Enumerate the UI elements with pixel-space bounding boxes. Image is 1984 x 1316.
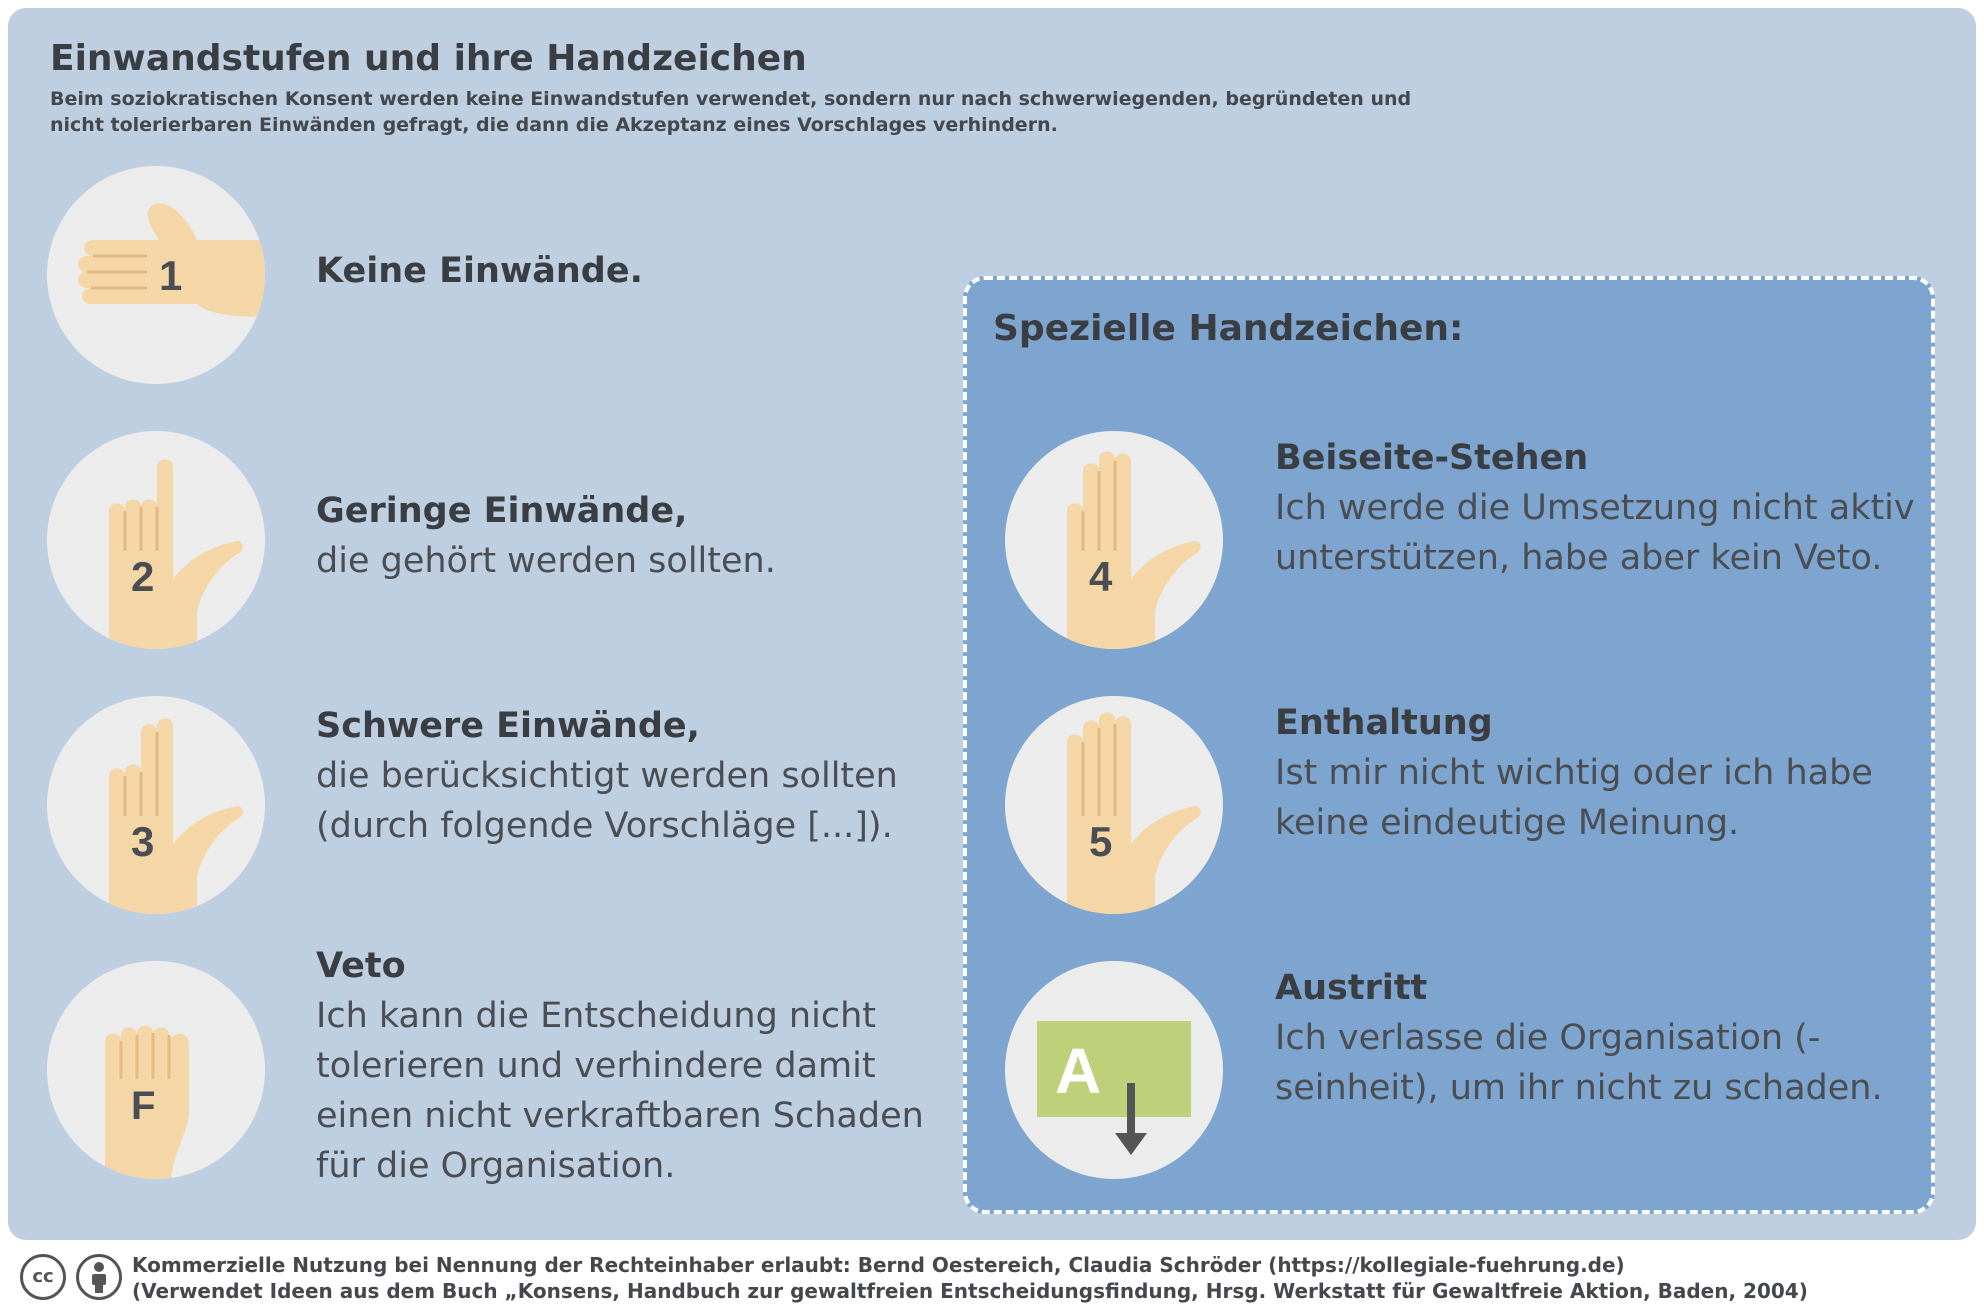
special-4-head: Beiseite-Stehen bbox=[1275, 438, 1589, 478]
level-2-number: 2 bbox=[131, 553, 155, 600]
special-a-head: Austritt bbox=[1275, 968, 1428, 1008]
special-5-circle bbox=[1005, 696, 1223, 914]
special-4-text bbox=[1275, 433, 1935, 583]
page-title: Einwandstufen und ihre Handzeichen bbox=[50, 38, 807, 79]
level-f-head: Veto bbox=[316, 946, 406, 986]
special-4-circle bbox=[1005, 431, 1223, 649]
level-1-number: 1 bbox=[159, 252, 183, 299]
level-3-head: Schwere Einwände, bbox=[316, 706, 700, 746]
attribution-icon bbox=[76, 1254, 122, 1300]
level-3-circle bbox=[47, 696, 265, 914]
level-f-letter: F bbox=[131, 1084, 156, 1128]
level-2-text bbox=[316, 486, 956, 586]
thumb-hand-icon bbox=[47, 166, 265, 384]
level-1-head: Keine Einwände. bbox=[316, 251, 643, 291]
special-5-text bbox=[1275, 698, 1935, 848]
page-subtitle: Beim soziokratischen Konsent werden keine Einwandstufen verwendet, sondern nur nach schwerwiegenden, begründeten und nicht tolerierbaren Einwänden gefragt, die dann die Akzeptanz eines Vorschlages verhindern. bbox=[50, 88, 1412, 136]
special-5-desc: Ist mir nicht wichtig oder ich habe keine eindeutige Meinung. bbox=[1275, 753, 1873, 843]
cc-icon: cc bbox=[20, 1254, 66, 1300]
level-f-text bbox=[316, 941, 956, 1191]
two-finger-hand-icon bbox=[47, 431, 265, 649]
level-f-circle bbox=[47, 961, 265, 1179]
level-3-desc: die berücksichtigt werden sollten (durch folgende Vorschläge [...]). bbox=[316, 756, 898, 846]
footer-line-2: (Verwendet Ideen aus dem Buch „Konsens, Handbuch zur gewaltfreien Entscheidungsfindung, Hrsg. Werkstatt für Gewaltfreie Aktion, Baden, 2004) bbox=[132, 1279, 1808, 1303]
level-1-circle bbox=[47, 166, 265, 384]
level-2-desc: die gehört werden sollten. bbox=[316, 541, 776, 581]
level-2-head: Geringe Einwände, bbox=[316, 491, 688, 531]
fist-hand-icon bbox=[47, 961, 265, 1179]
footer-credits bbox=[132, 1252, 1972, 1304]
level-1-text bbox=[316, 246, 956, 296]
special-5-number: 5 bbox=[1089, 818, 1113, 865]
level-f-desc: Ich kann die Entscheidung nicht tolerieren und verhindere damit einen nicht verkraftbaren Schaden für die Organisation. bbox=[316, 996, 924, 1186]
special-a-desc: Ich verlasse die Organisation (-seinheit), um ihr nicht zu schaden. bbox=[1275, 1018, 1883, 1108]
open-hand-icon bbox=[1005, 696, 1223, 914]
special-4-desc: Ich werde die Umsetzung nicht aktiv unterstützen, habe aber kein Veto. bbox=[1275, 488, 1915, 578]
special-5-head: Enthaltung bbox=[1275, 703, 1493, 743]
special-signs-title: Spezielle Handzeichen: bbox=[993, 308, 1464, 349]
level-3-text bbox=[316, 701, 956, 851]
level-2-circle bbox=[47, 431, 265, 649]
exit-sign-icon bbox=[1005, 961, 1223, 1179]
three-finger-hand-icon bbox=[47, 696, 265, 914]
footer-line-1: Kommerzielle Nutzung bei Nennung der Rechteinhaber erlaubt: Bernd Oestereich, Claudia Schröder (https://kollegiale-fuehrung.de) bbox=[132, 1253, 1625, 1277]
special-4-number: 4 bbox=[1089, 553, 1113, 600]
special-a-circle bbox=[1005, 961, 1223, 1179]
four-finger-hand-icon bbox=[1005, 431, 1223, 649]
special-a-text bbox=[1275, 963, 1935, 1113]
special-a-letter: A bbox=[1055, 1035, 1102, 1107]
level-3-number: 3 bbox=[131, 818, 155, 865]
